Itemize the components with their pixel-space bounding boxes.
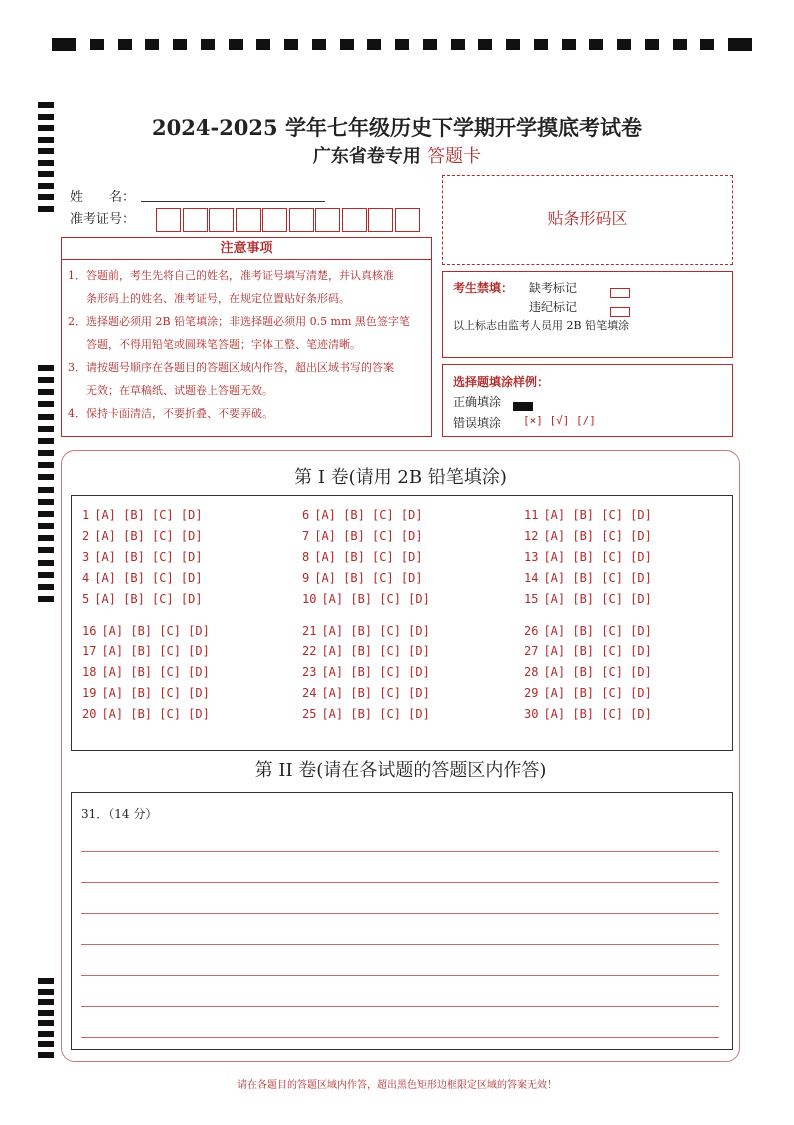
option-bubbles[interactable]: [A] [B] [C] [D] (543, 508, 652, 522)
page-title: 2024-2025 学年七年级历史下学期开学摸底考试卷 (152, 115, 642, 140)
question-number: 25 (302, 707, 317, 721)
mcq-row[interactable] (524, 508, 652, 522)
prohibited-box (442, 271, 733, 358)
mcq-row[interactable] (82, 529, 203, 543)
option-bubbles[interactable]: [A] [B] [C] [D] (543, 665, 652, 679)
prohibited-note: 以上标志由监考人员用 2B 铅笔填涂 (453, 319, 630, 332)
option-bubbles[interactable]: [A] [B] [C] [D] (314, 529, 423, 543)
absent-label: 缺考标记 (529, 281, 578, 295)
option-bubbles[interactable]: [A] [B] [C] [D] (101, 644, 210, 658)
option-bubbles[interactable]: [A] [B] [C] [D] (101, 665, 210, 679)
mcq-row[interactable] (302, 508, 423, 522)
option-bubbles[interactable]: [A] [B] [C] [D] (314, 550, 423, 564)
notice-item: 答题，不得用铅笔或圆珠笔答题；字体工整、笔迹清晰。 (86, 338, 361, 351)
mcq-row[interactable] (82, 644, 210, 658)
subtitle-accent: 答题卡 (427, 146, 482, 167)
question-number: 18 (82, 665, 97, 679)
option-bubbles[interactable]: [A] [B] [C] [D] (314, 508, 423, 522)
notice-box (61, 259, 432, 437)
option-bubbles[interactable]: [A] [B] [C] [D] (94, 592, 203, 606)
option-bubbles[interactable]: [A] [B] [C] [D] (321, 644, 430, 658)
footer-note: 请在各题目的答题区域内作答，超出黑色矩形边框限定区域的答案无效！ (237, 1080, 557, 1091)
option-bubbles[interactable]: [A] [B] [C] [D] (101, 707, 210, 721)
question-number: 22 (302, 644, 317, 658)
notice-item: 无效；在草稿纸、试题卷上答题无效。 (86, 384, 273, 397)
mcq-row[interactable] (302, 707, 430, 721)
question-number: 7 (302, 529, 310, 543)
mcq-row[interactable] (302, 665, 430, 679)
mcq-row[interactable] (302, 571, 423, 585)
notice-header (61, 237, 432, 260)
question-number: 10 (302, 592, 317, 606)
option-bubbles[interactable]: [A] [B] [C] [D] (543, 592, 652, 606)
mcq-row[interactable] (302, 550, 423, 564)
option-bubbles[interactable]: [A] [B] [C] [D] (543, 686, 652, 700)
question-number: 24 (302, 686, 317, 700)
question-number: 29 (524, 686, 539, 700)
top-timing-marks (52, 37, 752, 51)
mcq-row[interactable] (302, 686, 430, 700)
question-number: 5 (82, 592, 90, 606)
correct-fill-label: 正确填涂 (453, 395, 502, 409)
mcq-row[interactable] (524, 707, 652, 721)
left-timing-marks-middle (38, 365, 54, 602)
notice-item: 2．选择题必须用 2B 铅笔填涂；非选择题必须用 0.5 mm 黑色签字笔 (68, 315, 410, 328)
wrong-fill-marks: [×] [√] [/] (523, 414, 596, 427)
question-number: 15 (524, 592, 539, 606)
question-number: 30 (524, 707, 539, 721)
mcq-row[interactable] (302, 529, 423, 543)
option-bubbles[interactable]: [A] [B] [C] [D] (543, 707, 652, 721)
question-number: 14 (524, 571, 539, 585)
option-bubbles[interactable]: [A] [B] [C] [D] (543, 550, 652, 564)
question-number: 13 (524, 550, 539, 564)
name-field[interactable] (141, 201, 325, 202)
option-bubbles[interactable]: [A] [B] [C] [D] (321, 707, 430, 721)
question-number: 19 (82, 686, 97, 700)
mcq-row[interactable] (524, 571, 652, 585)
question-number: 27 (524, 644, 539, 658)
option-bubbles[interactable]: [A] [B] [C] [D] (321, 624, 430, 638)
barcode-label: 贴条形码区 (547, 209, 628, 228)
option-bubbles[interactable]: [A] [B] [C] [D] (543, 529, 652, 543)
option-bubbles[interactable]: [A] [B] [C] [D] (101, 686, 210, 700)
notice-title: 注意事项 (220, 241, 273, 256)
option-bubbles[interactable]: [A] [B] [C] [D] (321, 665, 430, 679)
answer-line (81, 975, 719, 976)
answer-line (81, 913, 719, 914)
mcq-row[interactable] (82, 571, 203, 585)
option-bubbles[interactable]: [A] [B] [C] [D] (321, 592, 430, 606)
question-number: 20 (82, 707, 97, 721)
notice-item: 条形码上的姓名、准考证号，在规定位置贴好条形码。 (86, 292, 350, 305)
question-number: 2 (82, 529, 90, 543)
mcq-row[interactable] (82, 665, 210, 679)
option-bubbles[interactable]: [A] [B] [C] [D] (101, 624, 210, 638)
question-number: 28 (524, 665, 539, 679)
notice-item: 3．请按题号顺序在各题目的答题区域内作答，超出区域书写的答案 (68, 361, 394, 374)
mcq-row[interactable] (82, 686, 210, 700)
question-number: 11 (524, 508, 539, 522)
answer-line (81, 1037, 719, 1038)
id-label: 准考证号： (70, 212, 136, 227)
question-number: 6 (302, 508, 310, 522)
question-number: 8 (302, 550, 310, 564)
barcode-area (442, 175, 733, 265)
mcq-row[interactable] (524, 686, 652, 700)
absent-mark-box[interactable] (610, 282, 630, 301)
mcq-row[interactable] (524, 644, 652, 658)
option-bubbles[interactable]: [A] [B] [C] [D] (543, 571, 652, 585)
id-number-boxes[interactable] (156, 208, 421, 232)
mcq-row[interactable] (82, 624, 210, 638)
section2-title: 第 II 卷(请在各试题的答题区内作答) (254, 760, 547, 781)
question-number: 23 (302, 665, 317, 679)
mcq-row[interactable] (524, 665, 652, 679)
violation-label: 违纪标记 (529, 300, 578, 314)
fill-sample-box (442, 364, 733, 437)
mcq-row[interactable] (524, 624, 652, 638)
option-bubbles[interactable]: [A] [B] [C] [D] (94, 571, 203, 585)
question-number: 16 (82, 624, 97, 638)
question-number: 21 (302, 624, 317, 638)
notice-item: 1．答题前，考生先将自己的姓名，准考证号填写清楚，并认真核准 (68, 269, 394, 282)
fill-sample-label: 选择题填涂样例： (453, 375, 550, 389)
option-bubbles[interactable]: [A] [B] [C] [D] (543, 624, 652, 638)
wrong-fill-label: 错误填涂 (453, 416, 502, 430)
mcq-row[interactable] (302, 592, 430, 606)
option-bubbles[interactable]: [A] [B] [C] [D] (314, 571, 423, 585)
question-number: 1 (82, 508, 90, 522)
page-subtitle (0, 142, 794, 168)
mcq-row[interactable] (82, 592, 203, 606)
section1-title: 第 I 卷(请用 2B 铅笔填涂) (294, 467, 507, 488)
option-bubbles[interactable]: [A] [B] [C] [D] (94, 508, 203, 522)
option-bubbles[interactable]: [A] [B] [C] [D] (543, 644, 652, 658)
correct-fill-swatch (513, 396, 533, 415)
question-number: 4 (82, 571, 90, 585)
mcq-row[interactable] (524, 550, 652, 564)
question-number: 12 (524, 529, 539, 543)
mcq-row[interactable] (302, 644, 430, 658)
mcq-row[interactable] (82, 707, 210, 721)
question31-label: 31．（14 分） (81, 807, 158, 821)
option-bubbles[interactable]: [A] [B] [C] [D] (321, 686, 430, 700)
question-number: 26 (524, 624, 539, 638)
mcq-row[interactable] (524, 529, 652, 543)
name-label: 姓 名： (70, 190, 136, 205)
mcq-row[interactable] (82, 550, 203, 564)
mcq-row[interactable] (524, 592, 652, 606)
left-timing-marks-bottom (38, 978, 54, 1058)
answer-line (81, 1006, 719, 1007)
question-number: 3 (82, 550, 90, 564)
question31-box[interactable] (71, 792, 733, 1050)
option-bubbles[interactable]: [A] [B] [C] [D] (94, 529, 203, 543)
notice-item: 4．保持卡面清洁，不要折叠、不要弄破。 (68, 407, 273, 420)
prohibited-label: 考生禁填： (453, 281, 514, 295)
question-number: 9 (302, 571, 310, 585)
question-number: 17 (82, 644, 97, 658)
option-bubbles[interactable]: [A] [B] [C] [D] (94, 550, 203, 564)
mcq-row[interactable] (302, 624, 430, 638)
answer-line (81, 882, 719, 883)
answer-line (81, 851, 719, 852)
answer-line (81, 944, 719, 945)
mcq-row[interactable] (82, 508, 203, 522)
subtitle-main: 广东省卷专用 (312, 146, 421, 167)
